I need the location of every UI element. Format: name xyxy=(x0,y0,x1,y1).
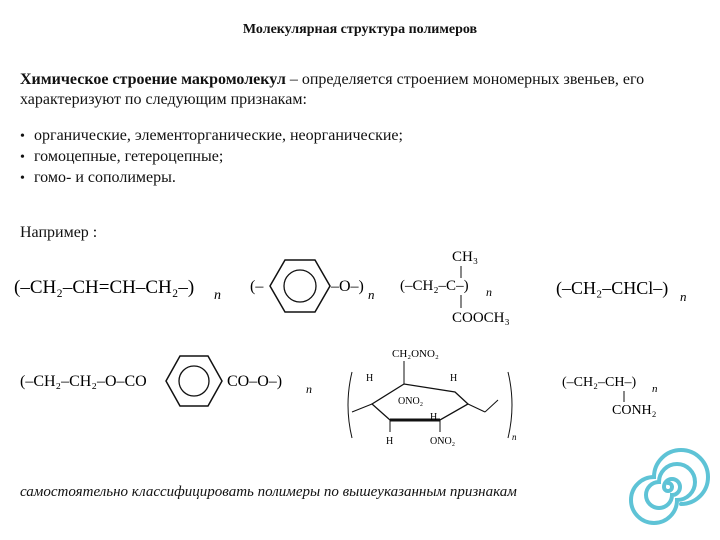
formula-cellulose-h: H xyxy=(430,412,438,423)
task-text: самостоятельно классифицировать полимеры по вышеуказанным признакам xyxy=(20,484,517,500)
formula-index-n: n xyxy=(306,382,312,396)
formula-polyacrylamide-chain: (–CH₂–CH–) xyxy=(562,375,637,390)
formula-cellulose-ono2: ONO₂ xyxy=(430,436,456,447)
formula-cellulose-h: H xyxy=(450,373,458,384)
bullet-icon: • xyxy=(20,150,25,165)
benzene-ring-icon xyxy=(270,260,330,312)
formula-index-n: n xyxy=(368,287,375,302)
formula-pet-left: (–CH₂–CH₂–O–CO xyxy=(20,373,147,390)
list-item-text: гомо- и сополимеры. xyxy=(34,169,176,186)
intro-text: – определяется строением мономерных звеньев, его характеризуют по следующим признакам: xyxy=(20,71,645,108)
formula-oxyphenylene-left: (– xyxy=(250,278,264,295)
formula-index-n: n xyxy=(652,383,658,395)
spiral-logo-icon xyxy=(631,450,708,523)
formula-pmma-top: CH₃ xyxy=(452,249,479,265)
formula-cellulose-ono2: ONO₂ xyxy=(398,396,424,407)
cellulose-nitrate-structure xyxy=(348,348,517,447)
benzene-ring-icon xyxy=(166,356,222,406)
bullet-icon: • xyxy=(20,171,25,186)
formula-polybutadiene: (–CH₂–CH=CH–CH₂–) xyxy=(14,277,195,298)
formula-pmma-chain: (–CH₂–C–) xyxy=(400,278,469,294)
list-item-text: органические, элементорганические, неорганические; xyxy=(34,127,403,144)
formula-cellulose-top: CH₂ONO₂ xyxy=(392,348,439,360)
formula-index-n: n xyxy=(680,289,687,304)
formula-oxyphenylene-right: –O–) xyxy=(331,278,364,295)
formula-cellulose-h: H xyxy=(386,436,394,447)
formula-pet-right: CO–O–) xyxy=(227,373,283,390)
example-label: Например : xyxy=(20,224,98,241)
page-title: Молекулярная структура полимеров xyxy=(242,22,478,37)
bullet-icon: • xyxy=(20,129,25,144)
formula-index-n: n xyxy=(512,432,517,442)
formula-index-n: n xyxy=(486,285,492,299)
formula-pvc: (–CH₂–CHCl–) xyxy=(556,278,669,298)
intro-bold-term: Химическое строение макромолекул xyxy=(20,71,286,88)
formula-pmma-bottom: COOCH₃ xyxy=(452,310,510,326)
formula-index-n: n xyxy=(214,288,221,303)
formula-cellulose-h: H xyxy=(366,373,374,384)
formula-polyacrylamide-bottom: CONH₂ xyxy=(612,403,657,418)
list-item-text: гомоцепные, гетероцепные; xyxy=(34,148,224,165)
